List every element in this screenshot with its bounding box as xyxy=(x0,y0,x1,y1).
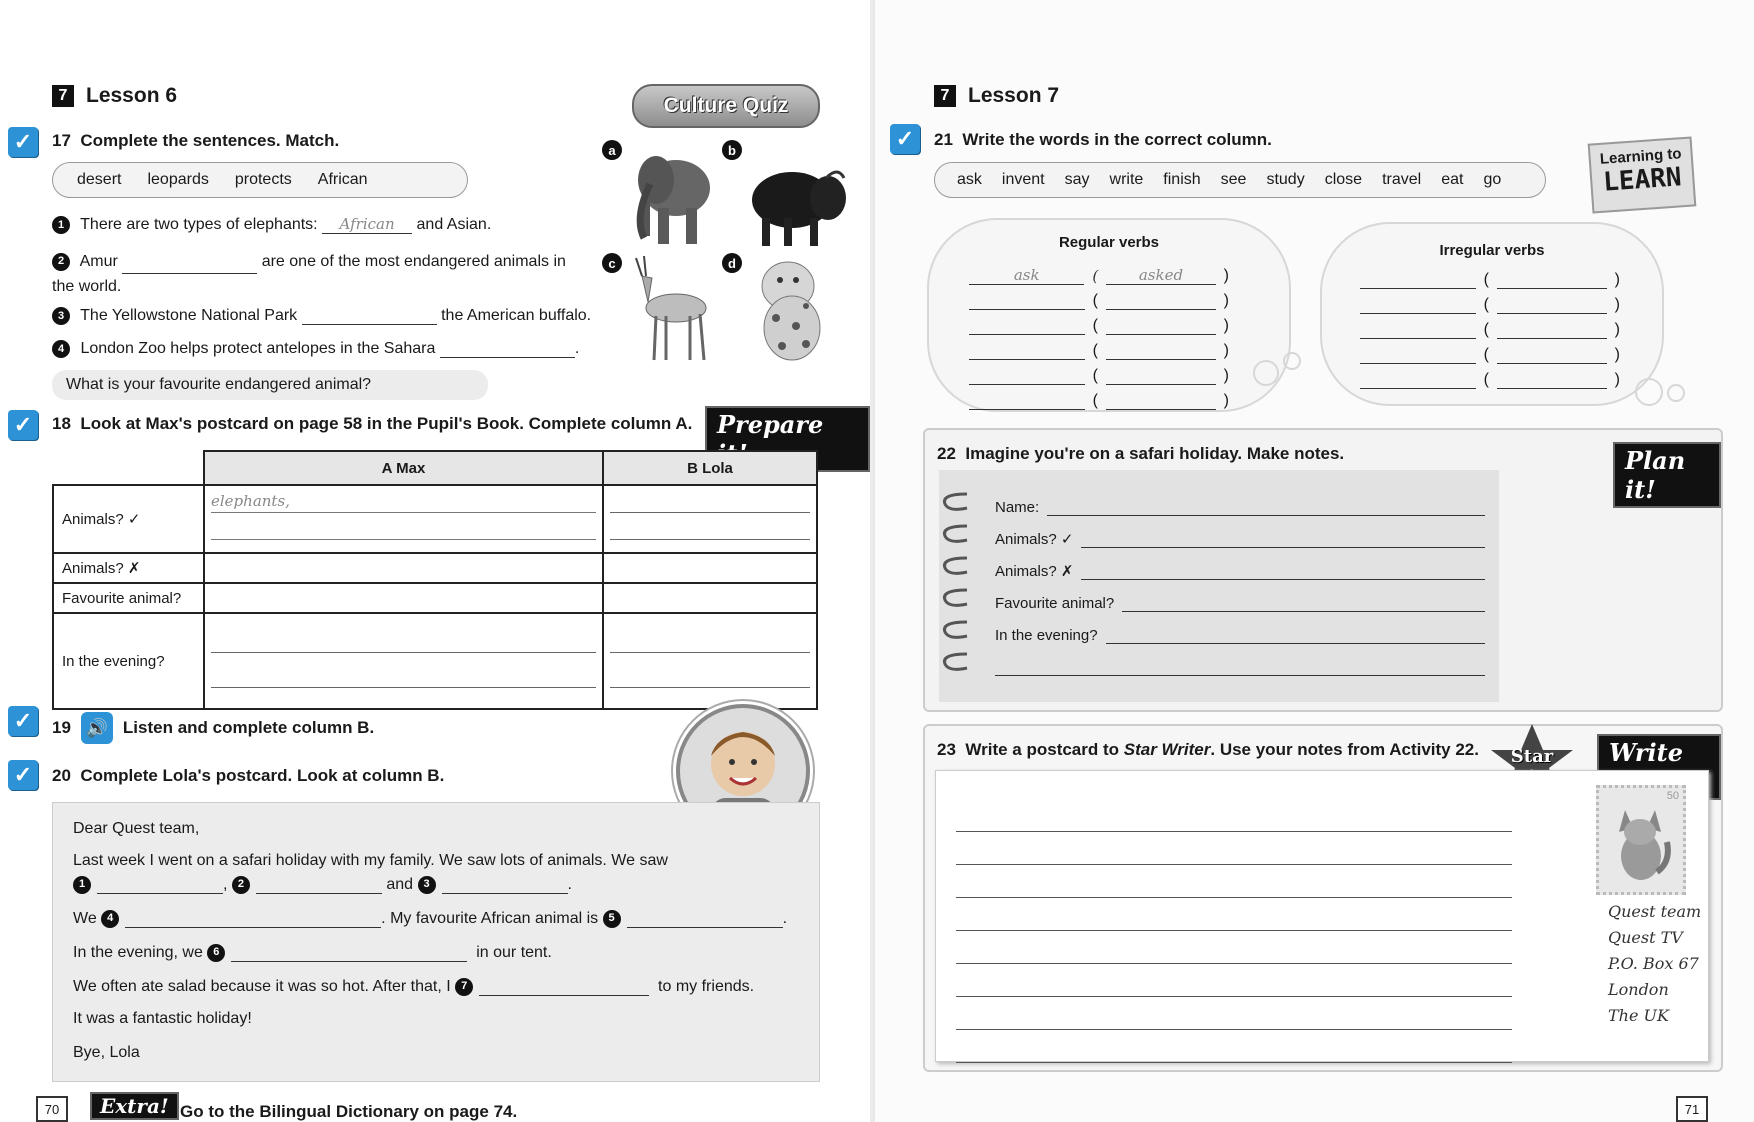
past-form: asked xyxy=(1106,266,1215,285)
word-bank xyxy=(52,162,468,198)
word-bank-item: protects xyxy=(234,171,292,188)
verb-row[interactable]: ( ) xyxy=(1360,364,1620,389)
learn-label: LEARN xyxy=(1602,162,1683,198)
exercise-18-instruction xyxy=(52,414,692,434)
word-bank-item: study xyxy=(1266,171,1305,188)
animal-pictures xyxy=(600,138,830,368)
stamp-value: 50 xyxy=(1666,790,1679,802)
field-label: In the evening? xyxy=(995,627,1098,644)
page-number: 70 xyxy=(36,1096,68,1122)
note-field[interactable] xyxy=(995,644,1485,676)
leopard-picture xyxy=(746,256,836,368)
exercise-23-panel xyxy=(923,724,1723,1072)
exercise-21-checkbox[interactable]: ✓ xyxy=(890,124,920,154)
verb-row[interactable]: ( ) xyxy=(1360,289,1620,314)
exercise-number: 22 xyxy=(937,444,956,463)
column-a-cell[interactable] xyxy=(204,553,603,583)
postcard-answers-4-5: We 4 . My favourite African animal is 5 . xyxy=(73,910,788,927)
postcard-writing-area[interactable] xyxy=(935,770,1709,1062)
verb-row[interactable]: ( ) xyxy=(1360,264,1620,289)
answer-blank[interactable] xyxy=(442,893,568,894)
elephant-picture xyxy=(628,138,720,248)
word-bank-item: African xyxy=(317,171,368,188)
postcard-line: Last week I went on a safari holiday with my family. We saw lots of animals. We saw xyxy=(73,852,668,869)
word-bank-item: finish xyxy=(1163,171,1201,188)
answer-line xyxy=(610,653,810,688)
exercise-18-checkbox[interactable]: ✓ xyxy=(8,410,38,440)
answer-blank[interactable] xyxy=(125,927,381,928)
verb-row[interactable]: ( ) xyxy=(1360,314,1620,339)
sentence-number: 1 xyxy=(52,216,70,234)
sentence-number: 3 xyxy=(52,307,70,325)
writing-line xyxy=(956,799,1512,832)
verb-row[interactable]: ( ) xyxy=(969,285,1229,310)
postcard-answer-6 xyxy=(73,943,552,962)
cloud-bubble xyxy=(1283,352,1301,370)
irregular-verbs-heading: Irregular verbs xyxy=(1439,242,1545,259)
instruction-text: . Use your notes from Activity 22. xyxy=(1210,740,1479,759)
exercise-number: 20 xyxy=(52,766,71,785)
cloud-bubble xyxy=(1635,378,1663,406)
sentence-text: There are two types of elephants: xyxy=(80,216,318,233)
writing-line xyxy=(956,832,1512,865)
exercise-19-checkbox[interactable]: ✓ xyxy=(8,706,38,736)
exercise-number: 18 xyxy=(52,414,71,433)
postage-stamp xyxy=(1596,785,1686,895)
verb-row[interactable]: ( ) xyxy=(969,335,1229,360)
exercise-20-instruction xyxy=(52,766,444,786)
postcard-signature: Bye, Lola xyxy=(73,1044,140,1061)
row-label: Animals? ✓ xyxy=(53,485,204,553)
exercise-21-instruction xyxy=(934,130,1272,150)
star-writer-text: Star xyxy=(1510,746,1554,767)
postcard-text: We xyxy=(73,910,97,927)
field-label: Animals? ✓ xyxy=(995,531,1074,548)
writing-line xyxy=(956,931,1512,964)
word-bank-item: invent xyxy=(1001,171,1045,188)
learning-to-label: Learning to xyxy=(1599,145,1683,168)
plan-it-badge: Plan it! xyxy=(1613,442,1721,508)
sentence-text: the American buffalo. xyxy=(441,307,592,325)
write-it-badge: Write xyxy=(1597,734,1721,800)
address-line: The UK xyxy=(1608,1006,1669,1025)
answer-blank[interactable] xyxy=(122,273,257,274)
answer-line xyxy=(211,513,596,540)
left-page xyxy=(0,0,870,1122)
answer-line xyxy=(610,618,810,653)
regular-verbs-cloud xyxy=(927,218,1291,412)
exercise-19-instruction xyxy=(52,712,374,744)
column-a-cell[interactable] xyxy=(204,583,603,613)
column-a-cell[interactable] xyxy=(204,485,603,553)
instruction-text: Look at Max's postcard on page 58 in the Pupil's Book. Complete column A. xyxy=(80,414,693,433)
exercise-17-instruction xyxy=(52,131,339,151)
discussion-question: What is your favourite endangered animal? xyxy=(52,370,488,400)
answer-blank[interactable] xyxy=(302,324,437,325)
base-form: ask xyxy=(969,266,1084,285)
postcard-text: My favourite African animal is xyxy=(390,910,599,927)
notes-fields xyxy=(995,484,1485,676)
writing-line xyxy=(956,997,1512,1030)
exercise-number: 19 xyxy=(52,718,71,737)
exercise-22-panel xyxy=(923,428,1723,712)
writing-line xyxy=(956,1030,1512,1063)
sentence-text: and Asian. xyxy=(416,216,492,233)
instruction-text: Write a postcard to xyxy=(965,740,1124,759)
gap-number-1: 1 xyxy=(73,876,91,894)
paren-open: ( xyxy=(1092,267,1099,285)
culture-quiz-badge xyxy=(632,84,820,128)
gap-number-6: 6 xyxy=(207,944,225,962)
unit-number: 7 xyxy=(934,85,956,107)
word-bank-item: ask xyxy=(957,171,982,188)
regular-verbs-list xyxy=(969,260,1229,410)
prepare-it-badge: Prepare xyxy=(705,406,870,472)
audio-play-icon[interactable]: 🔊 xyxy=(81,712,113,744)
column-a-cell[interactable] xyxy=(204,613,603,709)
row-label: Animals? ✗ xyxy=(53,553,204,583)
answer-blank[interactable] xyxy=(97,893,223,894)
address-line: Quest TV xyxy=(1608,928,1683,947)
gap-number-3: 3 xyxy=(418,876,436,894)
picture-letter: b xyxy=(722,140,742,160)
verb-row[interactable]: ( ) xyxy=(969,385,1229,410)
verb-word-bank xyxy=(934,162,1546,198)
irregular-verbs-list xyxy=(1360,264,1620,389)
word-bank-item: write xyxy=(1109,171,1144,188)
lesson-title: Lesson 6 xyxy=(86,84,178,107)
lesson-title: Lesson 7 xyxy=(968,84,1060,107)
sentence-text: . xyxy=(574,340,580,358)
column-a-header: A Max xyxy=(204,451,603,485)
verb-row[interactable]: ( ) xyxy=(969,310,1229,335)
irregular-verbs-cloud xyxy=(1320,222,1664,406)
picture-letter: a xyxy=(602,140,622,160)
verb-row[interactable]: ( ) xyxy=(1360,339,1620,364)
postcard-text: in our tent. xyxy=(476,944,552,961)
cloud-bubble xyxy=(1667,384,1685,402)
postcard-greeting: Dear Quest team, xyxy=(73,820,200,837)
instruction-text: Imagine you're on a safari holiday. Make notes. xyxy=(965,444,1345,463)
sentence-2 xyxy=(52,249,592,299)
writing-line xyxy=(956,865,1512,898)
sentence-text: are one of the most endangered animals in the world. xyxy=(52,253,566,295)
gap-number-2: 2 xyxy=(232,876,250,894)
exercise-number: 17 xyxy=(52,131,71,150)
note-field[interactable] xyxy=(995,484,1485,516)
answer-blank[interactable]: African xyxy=(322,215,412,234)
word-bank-item: say xyxy=(1064,171,1090,188)
learning-to-learn-badge xyxy=(1588,136,1697,213)
answer-blank[interactable] xyxy=(231,961,467,962)
fox-stamp-icon xyxy=(1607,802,1673,886)
sentence-text: The Yellowstone National Park xyxy=(80,307,298,325)
exercise-number: 23 xyxy=(937,740,956,759)
max-lola-table xyxy=(52,450,818,710)
writing-line xyxy=(956,964,1512,997)
antelope-picture xyxy=(628,256,718,366)
exercise-22-instruction xyxy=(937,444,1344,464)
answer-blank[interactable] xyxy=(627,927,783,928)
verb-row[interactable]: ( ) xyxy=(969,360,1229,385)
sentence-number: 4 xyxy=(52,340,70,358)
writing-lines xyxy=(956,799,1512,1063)
culture-quiz-label: Culture Quiz xyxy=(663,94,789,117)
regular-verbs-heading: Regular verbs xyxy=(1058,234,1160,251)
paren-close: ) xyxy=(1223,267,1229,284)
postcard-answers-1-3: 1 , 2 and 3 . xyxy=(73,875,572,894)
spiral-binding-icon xyxy=(939,486,973,686)
extra-badge: Extra! xyxy=(90,1092,179,1120)
column-b-header: B Lola xyxy=(603,451,817,485)
field-label: Animals? ✗ xyxy=(995,563,1074,580)
sentence-text: London Zoo helps protect antelopes in the Sahara xyxy=(80,340,436,358)
field-label: Name: xyxy=(995,499,1040,516)
instruction-text: Listen and complete column B. xyxy=(122,718,375,737)
footer-text: Go to the Bilingual Dictionary on page 74. xyxy=(180,1102,518,1121)
address-line: P.O. Box 67 xyxy=(1608,954,1699,973)
address-line: London xyxy=(1608,980,1669,999)
column-b-cell[interactable] xyxy=(603,583,817,613)
word-bank-item: close xyxy=(1324,171,1363,188)
buffalo-picture xyxy=(740,160,850,250)
sentence-4 xyxy=(52,340,612,358)
address-block xyxy=(1608,899,1701,1029)
page-number: 71 xyxy=(1676,1096,1708,1122)
gap-number-7: 7 xyxy=(455,978,473,996)
lola-postcard xyxy=(52,802,820,1082)
notepad xyxy=(939,470,1499,702)
lesson-header xyxy=(52,84,177,108)
table-corner xyxy=(53,451,204,485)
exercise-20-checkbox[interactable]: ✓ xyxy=(8,760,38,790)
instruction-text: Complete the sentences. Match. xyxy=(80,131,340,150)
instruction-italic: Star Writer xyxy=(1123,740,1211,759)
answer-line xyxy=(211,653,596,688)
word-bank-item: desert xyxy=(77,171,122,188)
exercise-number: 21 xyxy=(934,130,953,149)
example-answer: elephants, xyxy=(211,488,596,513)
postcard-answer-7 xyxy=(73,977,754,996)
instruction-text: Write the words in the correct column. xyxy=(962,130,1272,149)
column-b-cell[interactable] xyxy=(603,613,817,709)
field-label: Favourite animal? xyxy=(995,595,1115,612)
note-field[interactable] xyxy=(995,612,1485,644)
word-bank-item: go xyxy=(1483,171,1502,188)
picture-letter: c xyxy=(602,253,622,273)
postcard-text: and xyxy=(386,876,414,893)
postcard-closing: It was a fantastic holiday! xyxy=(73,1010,252,1027)
note-field[interactable] xyxy=(995,580,1485,612)
sentence-3 xyxy=(52,307,612,325)
exercise-17-checkbox[interactable]: ✓ xyxy=(8,127,38,157)
cloud-bubble xyxy=(1253,360,1279,386)
address-line: Quest team xyxy=(1608,902,1702,921)
column-b-cell[interactable] xyxy=(603,485,817,553)
sentence-number: 2 xyxy=(52,253,70,271)
verb-row xyxy=(969,260,1229,285)
answer-blank[interactable] xyxy=(256,893,382,894)
picture-letter: d xyxy=(722,253,742,273)
answer-blank[interactable] xyxy=(479,995,649,996)
instruction-text: Complete Lola's postcard. Look at column B. xyxy=(80,766,445,785)
word-bank-item: eat xyxy=(1441,171,1464,188)
column-b-cell[interactable] xyxy=(603,553,817,583)
word-bank-item: see xyxy=(1220,171,1247,188)
word-bank-item: travel xyxy=(1382,171,1422,188)
gap-number-5: 5 xyxy=(603,910,621,928)
answer-line xyxy=(610,513,810,540)
answer-blank[interactable] xyxy=(440,357,575,358)
sentence-1 xyxy=(52,215,612,234)
row-label: Favourite animal? xyxy=(53,583,204,613)
answer-line xyxy=(211,618,596,653)
postcard-text: We often ate salad because it was so hot. After that, I xyxy=(73,978,451,995)
sentence-text: Amur xyxy=(79,253,118,270)
gap-number-4: 4 xyxy=(101,910,119,928)
postcard-text: to my friends. xyxy=(658,978,755,995)
word-bank-item: leopards xyxy=(147,171,209,188)
row-label: In the evening? xyxy=(53,613,204,709)
note-field[interactable] xyxy=(995,548,1485,580)
note-field[interactable] xyxy=(995,516,1485,548)
writing-line xyxy=(956,898,1512,931)
answer-line xyxy=(610,488,810,513)
exercise-23-instruction xyxy=(937,740,1479,760)
right-page xyxy=(875,0,1754,1122)
lesson-header xyxy=(934,84,1059,108)
postcard-text: In the evening, we xyxy=(73,944,203,961)
unit-number: 7 xyxy=(52,85,74,107)
